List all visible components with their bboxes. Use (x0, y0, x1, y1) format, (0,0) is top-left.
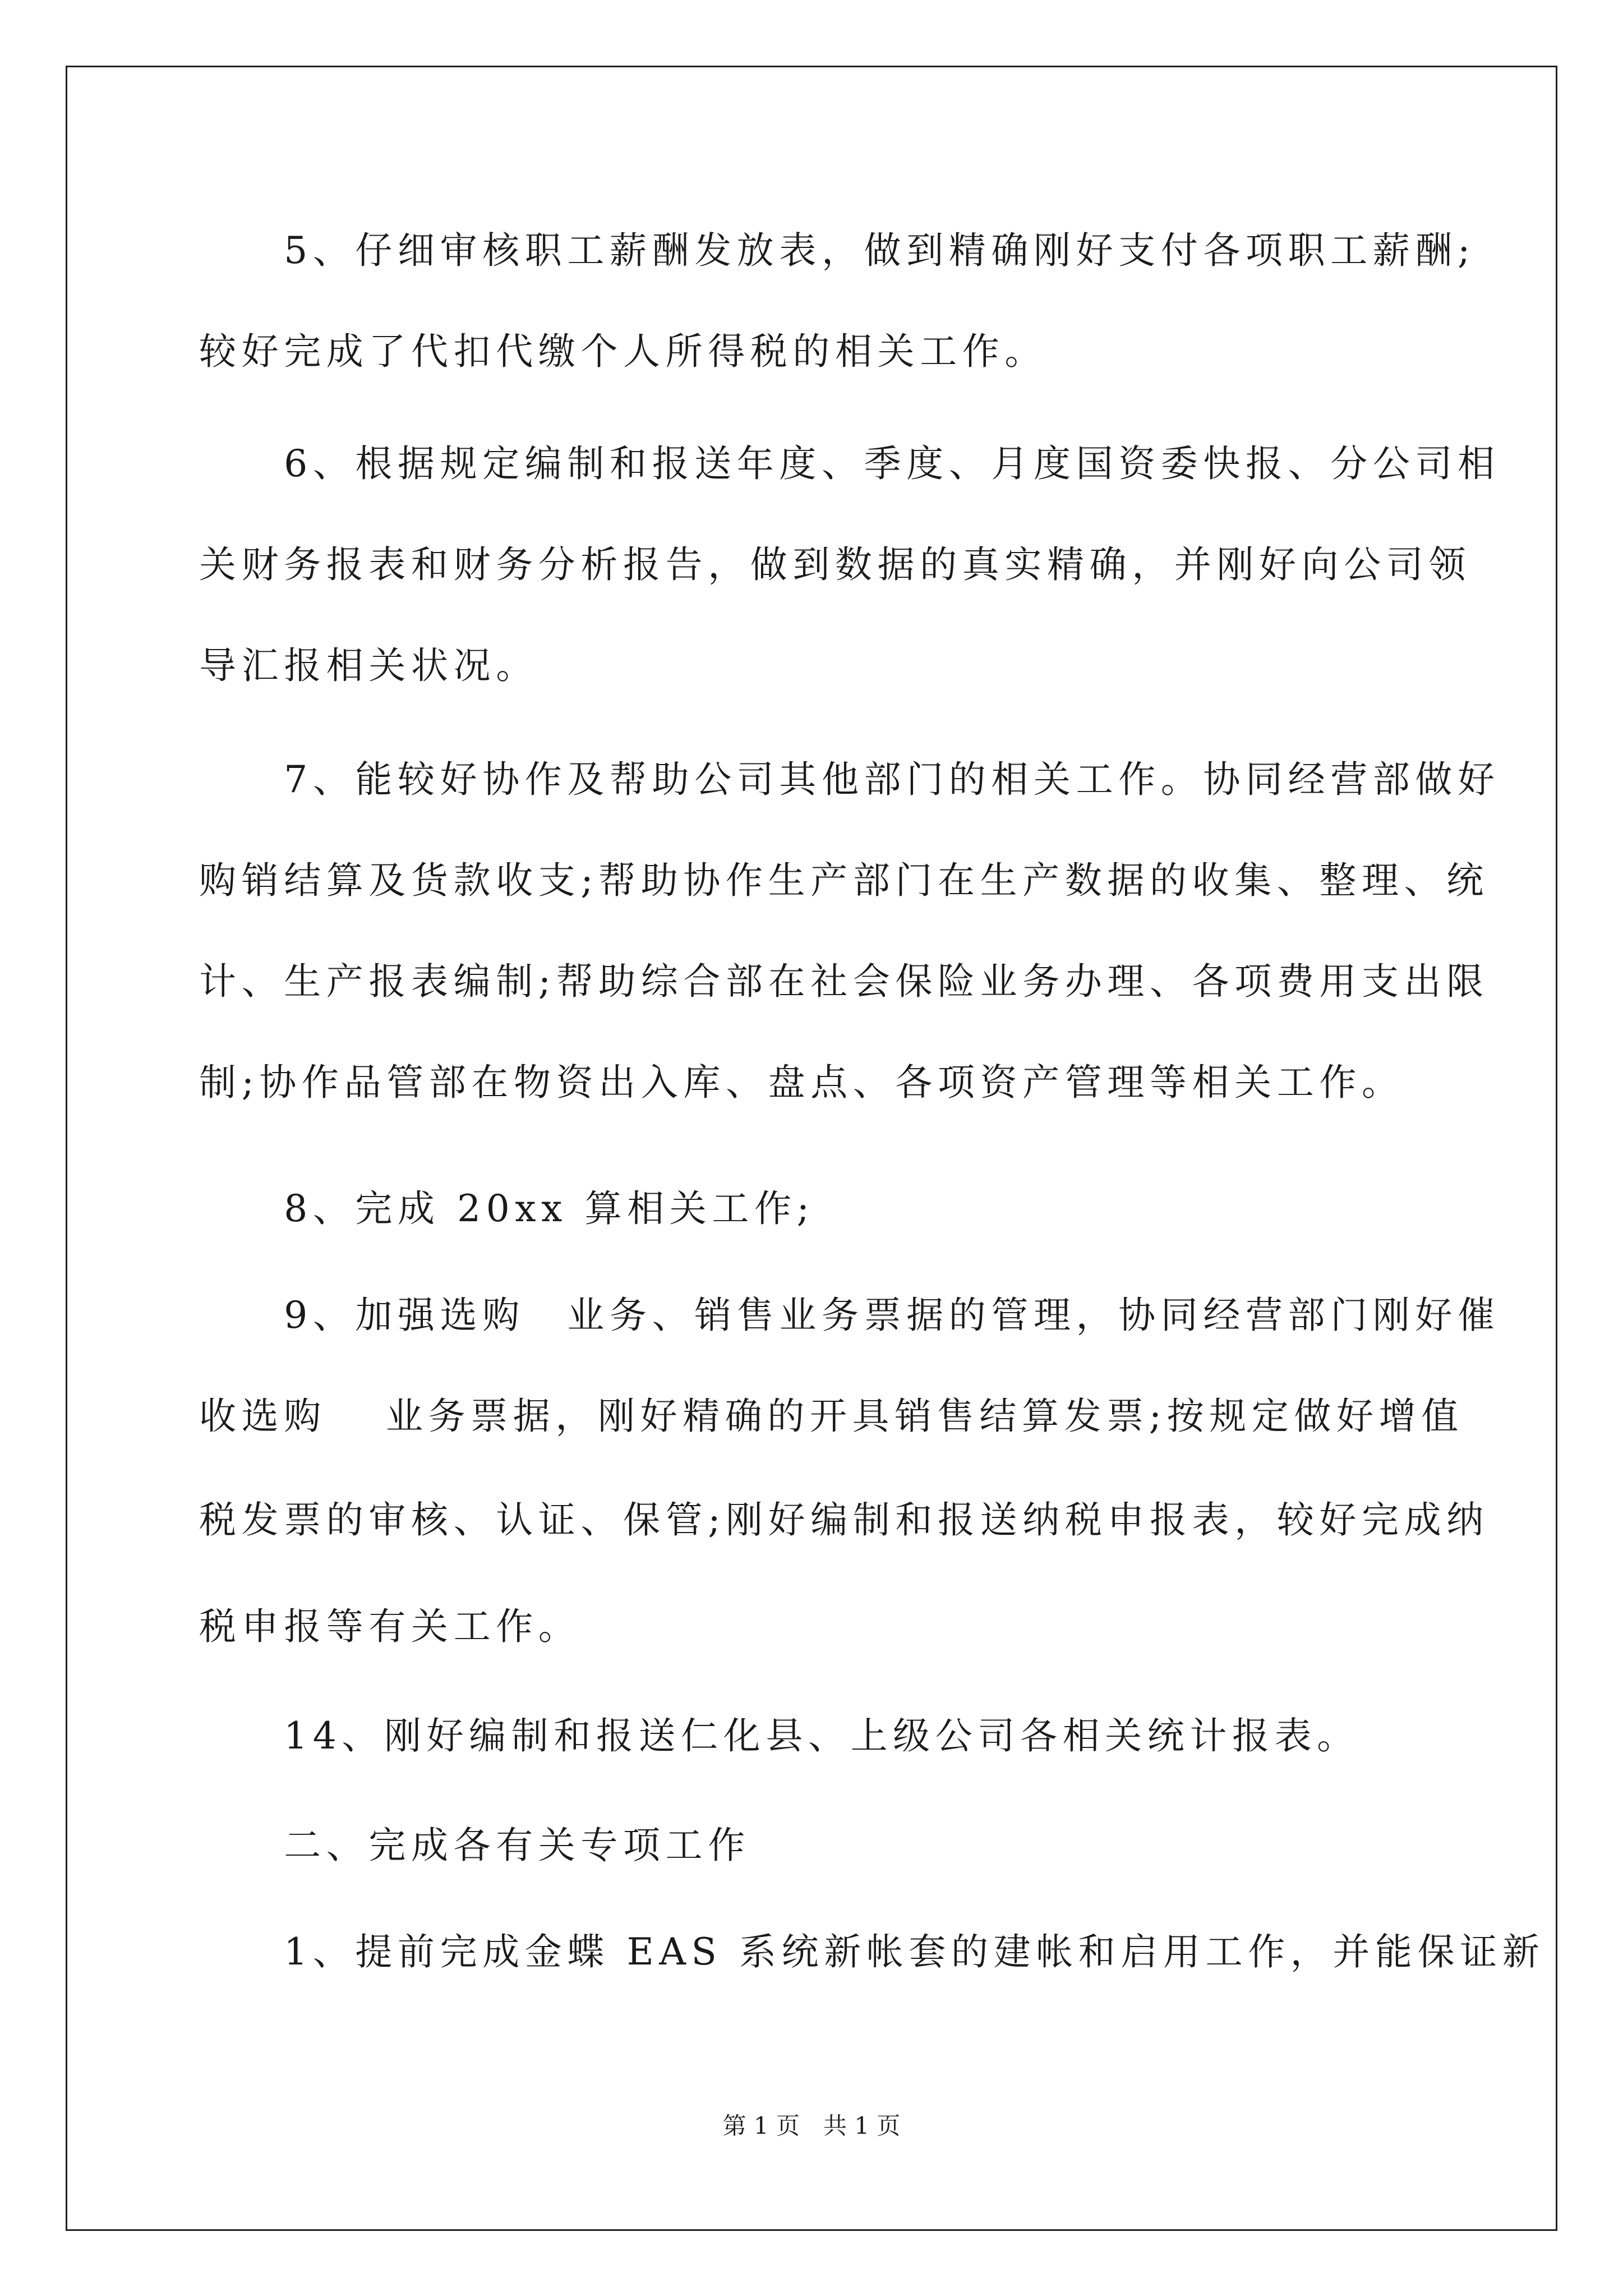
paragraph-line: 5、仔细审核职工薪酬发放表，做到精确刚好支付各项职工薪酬; (199, 229, 1476, 272)
section-heading: 二、完成各有关专项工作 (199, 1824, 750, 1867)
paragraph-line: 6、根据规定编制和报送年度、季度、月度国资委快报、分公司相 (199, 442, 1500, 485)
paragraph-line: 14、刚好编制和报送仁化县、上级公司各相关统计报表。 (199, 1714, 1359, 1757)
paragraph-line: 7、能较好协作及帮助公司其他部门的相关工作。协同经营部做好 (199, 758, 1500, 801)
page-border (66, 66, 1557, 2231)
paragraph-line: 8、完成 20xx 算相关工作; (199, 1187, 815, 1230)
paragraph-line: 9、加强选购 业务、销售业务票据的管理，协同经营部门刚好催 (199, 1294, 1500, 1337)
paragraph-line: 税申报等有关工作。 (199, 1605, 581, 1648)
paragraph-line: 较好完成了代扣代缴个人所得税的相关工作。 (199, 330, 1047, 373)
paragraph-line: 税发票的审核、认证、保管;刚好编制和报送纳税申报表，较好完成纳 (199, 1498, 1489, 1542)
page-footer: 第 1 页 共 1 页 (722, 2112, 901, 2139)
paragraph-line: 收选购 业务票据，刚好精确的开具销售结算发票;按规定做好增值 (199, 1395, 1464, 1438)
paragraph-line: 1、提前完成金蝶 EAS 系统新帐套的建帐和启用工作，并能保证新 (199, 1930, 1545, 1973)
paragraph-line: 购销结算及货款收支;帮助协作生产部门在生产数据的收集、整理、统 (199, 859, 1489, 902)
paragraph-line: 关财务报表和财务分析报告，做到数据的真实精确，并刚好向公司领 (199, 543, 1471, 586)
paragraph-line: 制;协作品管部在物资出入库、盘点、各项资产管理等相关工作。 (199, 1061, 1404, 1104)
paragraph-line: 计、生产报表编制;帮助综合部在社会保险业务办理、各项费用支出限 (199, 960, 1489, 1003)
paragraph-line: 导汇报相关状况。 (199, 644, 538, 687)
